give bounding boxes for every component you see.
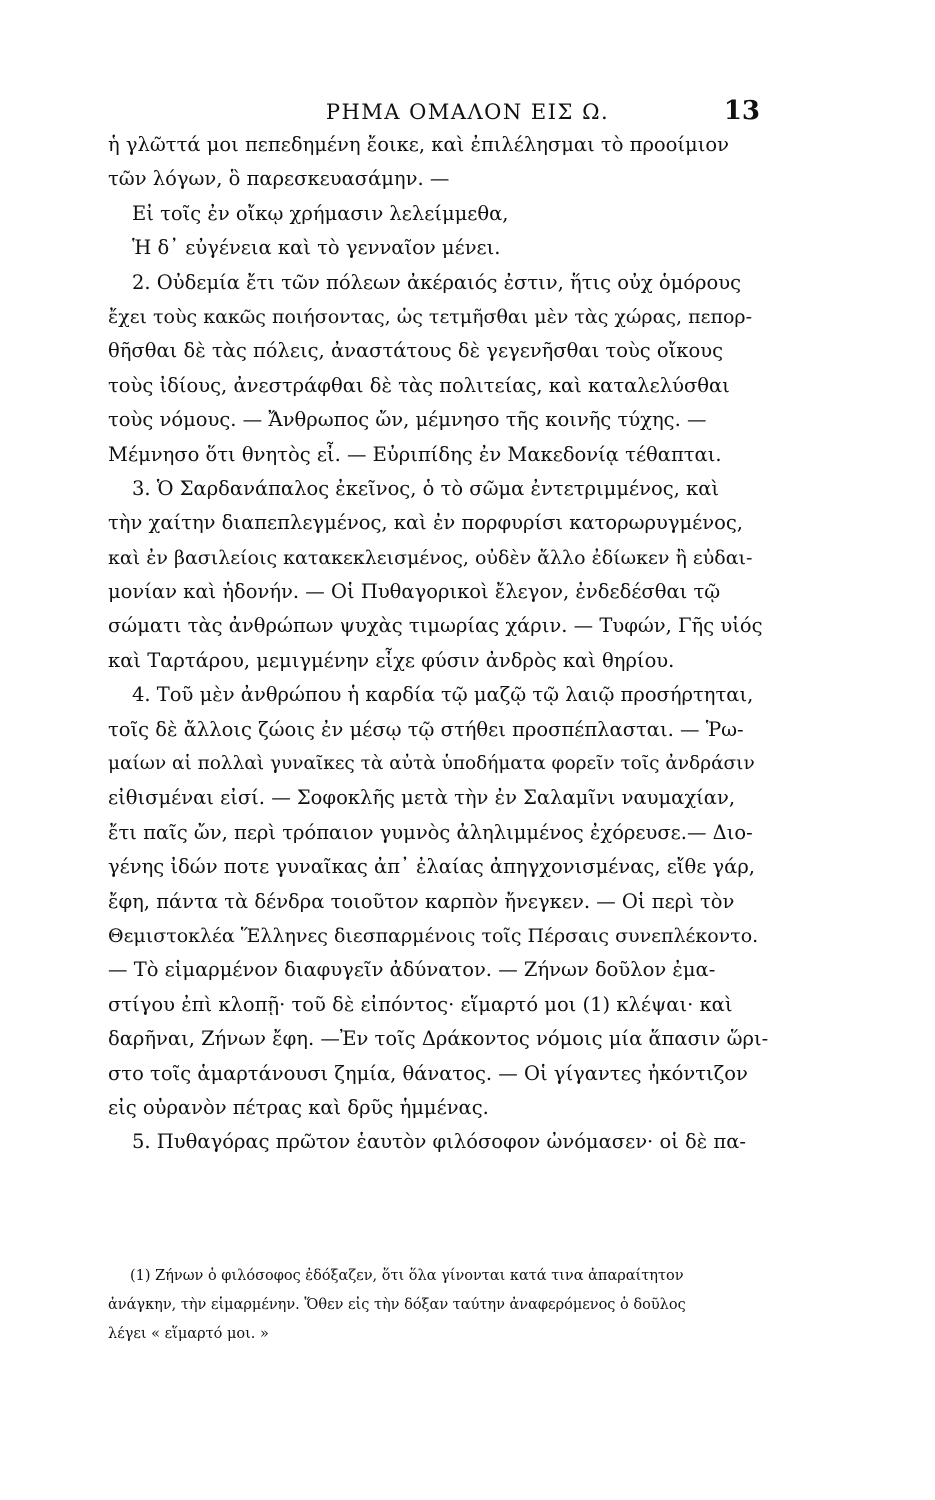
text-line: ἔχει τοὺς κακῶς ποιήσοντας, ὡς τετμῆσθαι μὲν τὰς χώρας, πεπορ- — [108, 305, 752, 328]
text-line: στο τοῖς ἁμαρτάνουσι ζημία, θάνατος. — Οἱ γίγαντες ἠκόντιζον — [108, 1061, 748, 1085]
text-line: — Τὸ εἱμαρμένον διαφυγεῖν ἀδύνατον. — Ζήνων δοῦλον ἐμα- — [108, 958, 716, 982]
text-line: 3. Ὁ Σαρδανάπαλος ἐκεῖνος, ὁ τὸ σῶμα ἐντετριμμένος, καὶ — [132, 476, 720, 500]
footnote-line: λέγει « εἵμαρτό μοι. » — [108, 1326, 269, 1342]
text-line: δαρῆναι, Ζήνων ἔφη. —Ἐν τοῖς Δράκοντος νόμοις μία ἅπασιν ὥρι- — [108, 1027, 768, 1051]
text-line: ἔτι παῖς ὤν, περὶ τρόπαιον γυμνὸς ἀληλιμμένος ἐχόρευσε.— Διο- — [108, 820, 753, 844]
text-line: μονίαν καὶ ἡδονήν. — Οἱ Πυθαγορικοὶ ἔλεγον, ἐνδεδέσθαι τῷ — [108, 580, 721, 604]
footnote-line: ἀνάγκην, τὴν εἱμαρμένην. Ὅθεν εἰς τὴν δόξαν ταύτην ἀναφερόμενος ὁ δοῦλος — [108, 1297, 686, 1313]
footnote-line: (1) Ζήνων ὁ φιλόσοφος ἐδόξαζεν, ὅτι ὅλα γίνονται κατά τινα ἀπαραίτητον — [130, 1268, 684, 1284]
text-line: τοῖς δὲ ἄλλοις ζώοις ἐν μέσῳ τῷ στήθει προσπέπλασται. — Ῥω- — [108, 717, 744, 741]
running-title: ΡΗΜΑ ΟΜΑΛΟΝ ΕΙΣ Ω. — [325, 100, 610, 124]
text-line: 2. Οὐδεμία ἔτι τῶν πόλεων ἀκέραιός ἐστιν, ἥτις οὐχ ὁμόρους — [132, 270, 742, 294]
text-line: Ἡ δ᾽ εὐγένεια καὶ τὸ γενναῖον μένει. — [132, 236, 501, 260]
text-line: Μέμνησο ὅτι θνητὸς εἶ. — Εὐριπίδης ἐν Μακεδονίᾳ τέθαπται. — [108, 442, 722, 466]
text-line: εἰθισμέναι εἰσί. — Σοφοκλῆς μετὰ τὴν ἐν Σαλαμῖνι ναυμαχίαν, — [108, 786, 736, 810]
text-line: 5. Πυθαγόρας πρῶτον ἑαυτὸν φιλόσοφον ὠνόμασεν· οἱ δὲ πα- — [132, 1130, 747, 1154]
page-number: 13 — [723, 96, 760, 126]
text-line: σώματι τὰς ἀνθρώπων ψυχὰς τιμωρίας χάριν. — Τυφών, Γῆς υἱός — [108, 614, 763, 638]
text-line: καὶ ἐν βασιλείοις κατακεκλεισμένος, οὐδὲν ἄλλο ἐδίωκεν ἢ εὐδαι- — [108, 546, 753, 569]
text-line: τὴν χαίτην διαπεπλεγμένος, καὶ ἐν πορφυρίσι κατορωρυγμένος, — [108, 511, 743, 535]
text-line: εἰς οὐρανὸν πέτρας καὶ δρῦς ἡμμένας. — [108, 1095, 489, 1119]
text-line: καὶ Ταρτάρου, μεμιγμένην εἶχε φύσιν ἀνδρὸς καὶ θηρίου. — [108, 648, 675, 672]
text-line: τῶν λόγων, ὃ παρεσκευασάμην. — — [108, 167, 450, 191]
text-line: Θεμιστοκλέα Ἕλληνες διεσπαρμένοις τοῖς Πέρσαις συνεπλέκοντο. — [108, 924, 759, 947]
text-line: στίγου ἐπὶ κλοπῇ· τοῦ δὲ εἰπόντος· εἵμαρτό μοι (1) κλέψαι· καὶ — [108, 992, 733, 1016]
text-line: θῆσθαι δὲ τὰς πόλεις, ἀναστάτους δὲ γεγενῆσθαι τοὺς οἴκους — [108, 339, 724, 363]
text-line: τοὺς νόμους. — Ἄνθρωπος ὤν, μέμνησο τῆς κοινῆς τύχης. — — [108, 408, 707, 432]
text-line: γένης ἰδών ποτε γυναῖκας ἀπ᾽ ἐλαίας ἀπηγχονισμένας, εἴθε γάρ, — [108, 855, 755, 879]
text-line: μαίων αἱ πολλαὶ γυναῖκες τὰ αὐτὰ ὑποδήματα φορεῖν τοῖς ἀνδράσιν — [108, 753, 755, 775]
text-line: Εἰ τοῖς ἐν οἴκῳ χρήμασιν λελείμμεθα, — [132, 201, 509, 225]
text-line: τοὺς ἰδίους, ἀνεστράφθαι δὲ τὰς πολιτείας, καὶ καταλελύσθαι — [108, 373, 730, 397]
footnotes — [108, 1262, 788, 1349]
text-line: ἔφη, πάντα τὰ δένδρα τοιοῦτον καρπὸν ἤνεγκεν. — Οἱ περὶ τὸν — [108, 889, 735, 913]
text-line: ἡ γλῶττά μοι πεπεδημένη ἔοικε, καὶ ἐπιλέλησμαι τὸ προοίμιον — [108, 133, 729, 156]
text-line: 4. Τοῦ μὲν ἀνθρώπου ἡ καρδία τῷ μαζῷ τῷ λαιῷ προσήρτηται, — [132, 683, 754, 707]
body-text — [108, 128, 768, 1160]
